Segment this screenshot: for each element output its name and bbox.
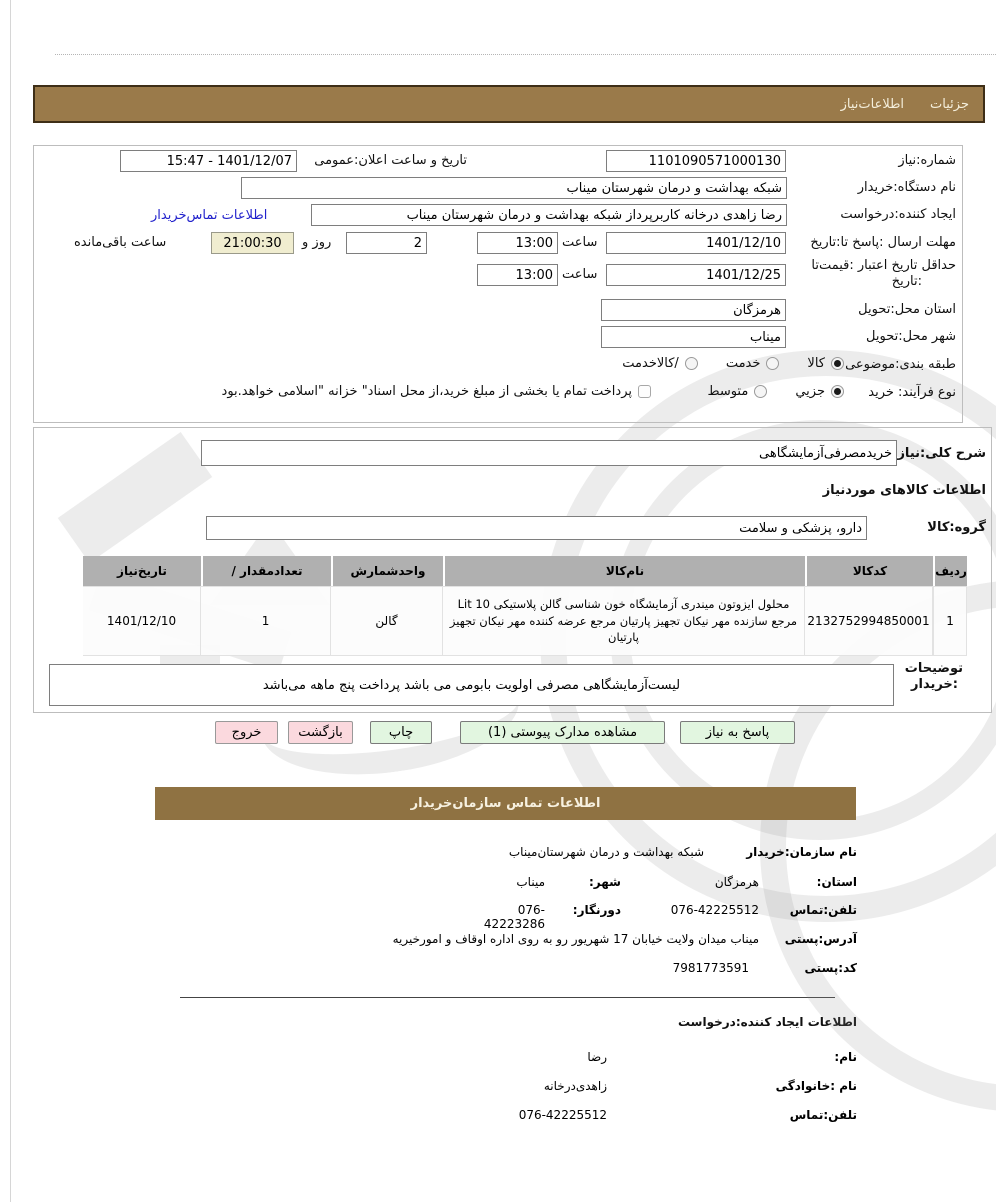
price-validity-date-field[interactable]: 1401/12/25 bbox=[606, 264, 786, 286]
remaining-time-box: 21:00:30 bbox=[211, 232, 294, 254]
contact-org-value: شبکه بهداشت و درمان شهرستان‌میناب bbox=[508, 845, 704, 859]
reply-deadline-hour-field[interactable]: 13:00 bbox=[477, 232, 558, 254]
announce-datetime-field[interactable]: 1401/12/07 - 15:47 bbox=[120, 150, 297, 172]
tab-need-info[interactable]: اطلاعات‌نیاز bbox=[840, 96, 905, 112]
radio-icon[interactable] bbox=[766, 357, 779, 370]
creator-section-heading: اطلاعات ایجاد کننده:درخواست bbox=[677, 1015, 857, 1029]
creator-firstname-value: رضا bbox=[587, 1050, 607, 1064]
items-table-header-row bbox=[63, 556, 967, 586]
buyer-contact-link[interactable]: اطلاعات تماس‌خریدار bbox=[151, 208, 268, 223]
classification-radio-group bbox=[622, 356, 844, 371]
radio-option-goods-service[interactable] bbox=[622, 356, 698, 371]
delivery-city-label: شهر محل:تحویل bbox=[866, 329, 956, 344]
remaining-days-field[interactable]: 2 bbox=[346, 232, 427, 254]
contact-address-label: آدرس:پستی bbox=[784, 932, 857, 946]
header-need-date: تاریخ‌نیاز bbox=[83, 556, 201, 586]
days-label: روز و bbox=[302, 235, 332, 250]
reply-deadline-label: مهلت ارسال :پاسخ تا:تاریخ bbox=[810, 235, 956, 250]
buyer-notes-field[interactable]: لیست‌آزمایشگاهی مصرفی اولویت بابومی می باشد پرداخت پنج ماهه می‌باشد bbox=[49, 664, 894, 706]
section-divider bbox=[180, 997, 835, 998]
overall-description-field[interactable]: خریدمصرفی‌آزمایشگاهی bbox=[201, 440, 897, 466]
contact-city-value: میناب bbox=[516, 875, 545, 889]
tab-details[interactable]: جزئیات bbox=[930, 96, 969, 112]
radio-icon[interactable] bbox=[754, 385, 767, 398]
overall-description-label: شرح کلی:نیاز bbox=[897, 446, 986, 461]
radio-label: خدمت bbox=[725, 356, 761, 371]
delivery-city-field[interactable]: میناب bbox=[601, 326, 786, 348]
buyer-notes-label: توضیحات bbox=[904, 661, 963, 676]
radio-label: متوسط bbox=[707, 384, 749, 399]
radio-selected-icon[interactable] bbox=[831, 385, 844, 398]
classification-label: طبقه بندی:موضوعی bbox=[845, 357, 956, 372]
radio-option-medium[interactable] bbox=[707, 384, 767, 399]
process-type-label: نوع فرآیند: خرید bbox=[868, 385, 956, 400]
header-row-index: ردیف bbox=[933, 556, 967, 586]
treasury-checkbox-label: پرداخت تمام یا بخشی از مبلغ خرید،از محل اسناد" خزانه "اسلامی خواهد.بود bbox=[221, 384, 632, 399]
creator-lastname-value: زاهدی‌درخانه bbox=[543, 1079, 607, 1093]
cell-quantity: 1 bbox=[201, 586, 331, 656]
table-row bbox=[63, 586, 967, 656]
delivery-province-field[interactable]: هرمزگان bbox=[601, 299, 786, 321]
remaining-hours-label: ساعت باقی‌مانده bbox=[74, 235, 167, 250]
need-number-label: شماره:نیاز bbox=[898, 153, 956, 168]
radio-selected-icon[interactable] bbox=[831, 357, 844, 370]
announce-datetime-label: تاریخ و ساعت اعلان:عمومی bbox=[314, 153, 467, 168]
contact-address-value: میناب میدان ولایت خیابان 17 شهریور رو به روی اداره اوقاف و امورخیریه bbox=[392, 932, 759, 946]
contact-org-label: نام سازمان:خریدار bbox=[746, 845, 857, 859]
treasury-checkbox-icon[interactable] bbox=[638, 385, 651, 398]
contact-postal-label: کد:پستی bbox=[804, 961, 857, 975]
buyer-org-field[interactable]: شبکه بهداشت و درمان شهرستان میناب bbox=[241, 177, 787, 199]
contact-phone-label: تلفن:تماس bbox=[789, 903, 857, 917]
need-details-panel bbox=[33, 427, 992, 713]
cell-item-name: محلول ایزوتون میندری آزمایشگاه خون شناسی گالن پلاستیکی Lit 10 مرجع سازنده مهر نیکان تجهیز پارتیان مرجع عرضه کننده مهر نیکان تجهیز پارتیان bbox=[443, 586, 805, 656]
contact-phone-value: 076-42225512 bbox=[670, 903, 759, 917]
goods-group-label: گروه:کالا bbox=[927, 520, 986, 535]
left-border-line bbox=[10, 0, 11, 1202]
tab-bar bbox=[33, 85, 985, 123]
creator-phone-row bbox=[155, 1108, 857, 1122]
request-creator-label: ایجاد کننده:درخواست bbox=[840, 207, 956, 222]
goods-group-field[interactable]: دارو، پزشکی و سلامت bbox=[206, 516, 867, 540]
cell-item-code: 2132752994850001 bbox=[805, 586, 933, 656]
buyer-contact-section-header: اطلاعات تماس سازمان‌خریدار bbox=[155, 787, 856, 820]
items-table bbox=[63, 556, 967, 656]
respond-to-need-button[interactable]: پاسخ به نیاز bbox=[680, 721, 795, 744]
contact-org-row bbox=[155, 845, 857, 859]
hour-label: ساعت bbox=[562, 235, 598, 250]
creator-firstname-label: نام: bbox=[834, 1050, 857, 1064]
treasury-payment-checkbox-row bbox=[222, 384, 651, 399]
creator-phone-label: تلفن:تماس bbox=[789, 1108, 857, 1122]
radio-icon[interactable] bbox=[685, 357, 698, 370]
hour-label: ساعت bbox=[562, 267, 598, 282]
radio-option-partial[interactable] bbox=[795, 384, 844, 399]
cell-row-index: 1 bbox=[933, 586, 967, 656]
need-number-field[interactable]: 1101090571000130 bbox=[606, 150, 786, 172]
top-dotted-divider bbox=[55, 54, 996, 55]
request-creator-field[interactable]: رضا زاهدی درخانه کاربرپرداز شبکه بهداشت و درمان شهرستان میناب bbox=[311, 204, 787, 226]
contact-fax-value: 076-42223286 bbox=[483, 903, 545, 931]
contact-address-row bbox=[155, 932, 857, 946]
contact-province-label: استان: bbox=[816, 875, 857, 889]
contact-phone-fax-row bbox=[155, 903, 857, 931]
header-quantity: تعدادمقدار / bbox=[201, 556, 331, 586]
header-unit: واحدشمارش bbox=[331, 556, 443, 586]
exit-button[interactable]: خروج bbox=[215, 721, 278, 744]
contact-province-city-row bbox=[155, 875, 857, 889]
contact-fax-label: دورنگار: bbox=[572, 903, 621, 917]
contact-postal-value: 7981773591 bbox=[672, 961, 749, 975]
creator-phone-value: 076-42225512 bbox=[518, 1108, 607, 1122]
view-attachments-button[interactable]: مشاهده مدارک پیوستی (1) bbox=[460, 721, 665, 744]
process-type-radio-group bbox=[707, 384, 844, 399]
radio-label: /کالاخدمت bbox=[622, 356, 679, 371]
creator-lastname-label: نام :خانوادگی bbox=[775, 1079, 857, 1093]
radio-label: کالا bbox=[807, 356, 825, 371]
header-item-code: کدکالا bbox=[805, 556, 933, 586]
header-item-name: نام‌کالا bbox=[443, 556, 805, 586]
delivery-province-label: استان محل:تحویل bbox=[858, 302, 956, 317]
cell-need-date: 1401/12/10 bbox=[83, 586, 201, 656]
creator-lastname-row bbox=[155, 1079, 857, 1093]
price-validity-label-2: :تاریخ bbox=[891, 274, 922, 289]
required-items-heading: اطلاعات کالاهای موردنیاز bbox=[822, 483, 986, 498]
radio-option-service[interactable] bbox=[726, 356, 780, 371]
creator-firstname-row bbox=[155, 1050, 857, 1064]
contact-province-value: هرمزگان bbox=[714, 875, 759, 889]
contact-city-label: شهر: bbox=[589, 875, 621, 889]
back-button[interactable]: بازگشت bbox=[288, 721, 353, 744]
request-form-panel bbox=[33, 145, 963, 423]
cell-unit: گالن bbox=[331, 586, 443, 656]
radio-label: جزیي bbox=[795, 384, 825, 399]
buyer-notes-label-2: :خریدار bbox=[911, 677, 958, 692]
radio-option-goods[interactable] bbox=[807, 356, 844, 371]
price-validity-hour-field[interactable]: 13:00 bbox=[477, 264, 558, 286]
price-validity-label: حداقل تاریخ اعتبار :قیمت‌تا bbox=[811, 258, 956, 273]
buyer-org-label: نام دستگاه:خریدار bbox=[857, 180, 956, 195]
reply-deadline-date-field[interactable]: 1401/12/10 bbox=[606, 232, 786, 254]
contact-postal-row bbox=[155, 961, 857, 975]
print-button[interactable]: چاپ bbox=[370, 721, 432, 744]
